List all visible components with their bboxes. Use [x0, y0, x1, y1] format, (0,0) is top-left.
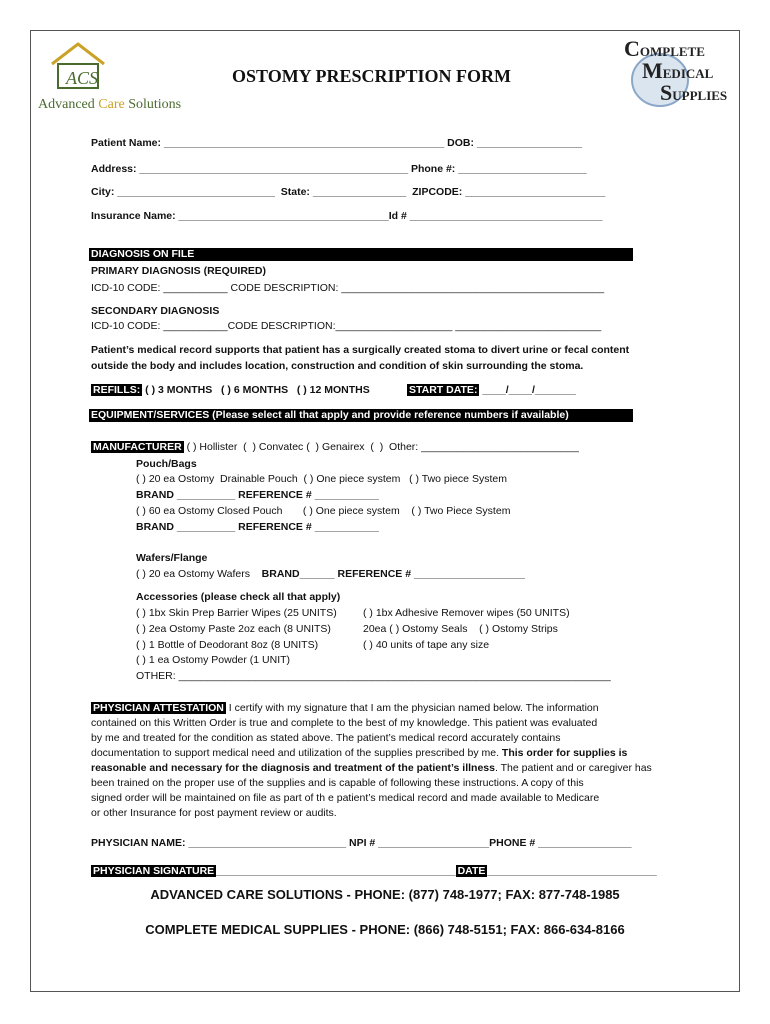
physician-attestation: PHYSICIAN ATTESTATION I certify with my signature that I am the physician named below. The information contained on this Written Order is true and complete to the best of my knowledge. This patient was evaluated by me and treated for the condition as stated above. The patient’s medical record accurately contains documentation to support medical need and utilization of the supplies prescribed by me. This order for supplies is reasonable and necessary for the diagnosis and treatment of the patient’s illness. The patient and or caregiver has been trained on the proper use of the supplies and is capable of following these instructions. A copy of this signed order will be maintained on file as part of th e patient’s medical record and made available to Medicare or other Insurance for post payment review or audits.	[91, 702, 652, 819]
wafers-heading: Wafers/Flange	[136, 552, 208, 564]
acc-skin-prep[interactable]: ( ) 1bx Skin Prep Barrier Wipes (25 UNITS)	[136, 607, 337, 619]
city-state-zip-field[interactable]: City: ___________________________ State: ________________ ZIPCODE: ________________________	[91, 186, 606, 198]
acc-powder[interactable]: ( ) 1 ea Ostomy Powder (1 UNIT)	[136, 654, 291, 666]
physician-signature-row	[91, 865, 657, 878]
acc-deodorant[interactable]: ( ) 1 Bottle of Deodorant 8oz (8 UNITS)	[136, 639, 319, 651]
manufacturer-row	[91, 441, 579, 454]
stoma-statement-line2: outside the body and includes location, construction and condition of skin surrounding the stoma.	[91, 360, 584, 372]
diagnosis-header: DIAGNOSIS ON FILE	[89, 248, 633, 261]
svg-text:Advanced Care Solutions: Advanced Care Solutions	[38, 97, 182, 112]
date-field[interactable]: _____________________________	[487, 865, 657, 877]
signature-field[interactable]: _________________________________________	[216, 865, 456, 877]
refills-options[interactable]: ( ) 3 MONTHS ( ) 6 MONTHS ( ) 12 MONTHS	[145, 384, 370, 396]
footer-acs-contact: ADVANCED CARE SOLUTIONS - PHONE: (877) 748-1977; FAX: 877-748-1985	[150, 887, 620, 902]
svg-text:COMPLETE: COMPLETE	[624, 36, 705, 61]
cms-swoosh-icon	[620, 36, 730, 108]
cms-logo	[620, 36, 730, 108]
acs-logo	[36, 40, 216, 112]
secondary-diagnosis-label: SECONDARY DIAGNOSIS	[91, 305, 220, 317]
patient-name-field[interactable]: Patient Name: ________________________________________________ DOB: __________________	[91, 137, 583, 149]
wafers-row	[136, 568, 525, 581]
acc-adhesive-remover[interactable]: ( ) 1bx Adhesive Remover wipes (50 UNITS)	[363, 607, 570, 619]
physician-name-npi-phone-field[interactable]: PHYSICIAN NAME: ___________________________ NPI # ___________________PHONE # ________________	[91, 837, 632, 849]
start-date-row	[407, 384, 576, 397]
primary-diagnosis-label: PRIMARY DIAGNOSIS (REQUIRED)	[91, 265, 267, 277]
equipment-header: EQUIPMENT/SERVICES (Please select all that apply and provide reference numbers if available)	[89, 409, 633, 422]
start-date-field[interactable]: ____/____/_______	[479, 384, 576, 396]
acc-paste[interactable]: ( ) 2ea Ostomy Paste 2oz each (8 UNITS)	[136, 623, 331, 635]
refills-label: REFILLS:	[93, 384, 141, 396]
manufacturer-label: MANUFACTURER	[93, 441, 182, 453]
manufacturer-options[interactable]: ( ) Hollister ( ) Convatec ( ) Genairex ( ) Other: ___________________________	[183, 441, 579, 453]
refills-row	[91, 384, 370, 397]
pouch-option-drainable[interactable]: ( ) 20 ea Ostomy Drainable Pouch ( ) One piece system ( ) Two piece System	[136, 473, 507, 485]
acc-seals-strips[interactable]: 20ea ( ) Ostomy Seals ( ) Ostomy Strips	[363, 623, 558, 635]
pouch-brand-2[interactable]: BRAND __________ REFERENCE # ___________	[136, 521, 379, 533]
date-label: DATE	[457, 865, 486, 877]
secondary-icd-field[interactable]: ICD-10 CODE: ___________CODE DESCRIPTION:____________________ _________________________	[91, 320, 602, 332]
wafers-brand[interactable]: BRAND______ REFERENCE # ___________________	[261, 568, 525, 580]
pouch-brand-1[interactable]: BRAND __________ REFERENCE # ___________	[136, 489, 379, 501]
acs-house-icon	[36, 40, 216, 112]
acc-tape[interactable]: ( ) 40 units of tape any size	[363, 639, 490, 651]
acs-initials: ACS	[66, 68, 99, 88]
footer-cms-contact: COMPLETE MEDICAL SUPPLIES - PHONE: (866) 748-5151; FAX: 866-634-8166	[145, 922, 625, 937]
svg-text:MEDICAL: MEDICAL	[642, 58, 714, 83]
form-title: OSTOMY PRESCRIPTION FORM	[232, 66, 512, 86]
wafers-option[interactable]: ( ) 20 ea Ostomy Wafers	[136, 568, 262, 580]
attestation-label: PHYSICIAN ATTESTATION	[93, 702, 224, 714]
stoma-statement-line1: Patient’s medical record supports that patient has a surgically created stoma to divert urine or fecal content	[91, 344, 630, 356]
pouch-heading: Pouch/Bags	[136, 458, 197, 470]
pouch-option-closed[interactable]: ( ) 60 ea Ostomy Closed Pouch ( ) One piece system ( ) Two Piece System	[136, 505, 511, 517]
acc-other-field[interactable]: OTHER: __________________________________________________________________________	[136, 670, 611, 682]
accessories-heading: Accessories (please check all that apply)	[136, 591, 341, 603]
svg-text:SUPPLIES: SUPPLIES	[660, 80, 728, 105]
signature-label: PHYSICIAN SIGNATURE	[93, 865, 215, 877]
address-field[interactable]: Address: ______________________________________________ Phone #: ______________________	[91, 163, 587, 175]
insurance-field[interactable]: Insurance Name: ____________________________________Id # _________________________________	[91, 210, 603, 222]
start-date-label: START DATE:	[409, 384, 478, 396]
primary-icd-field[interactable]: ICD-10 CODE: ___________ CODE DESCRIPTION: _____________________________________________	[91, 282, 605, 294]
